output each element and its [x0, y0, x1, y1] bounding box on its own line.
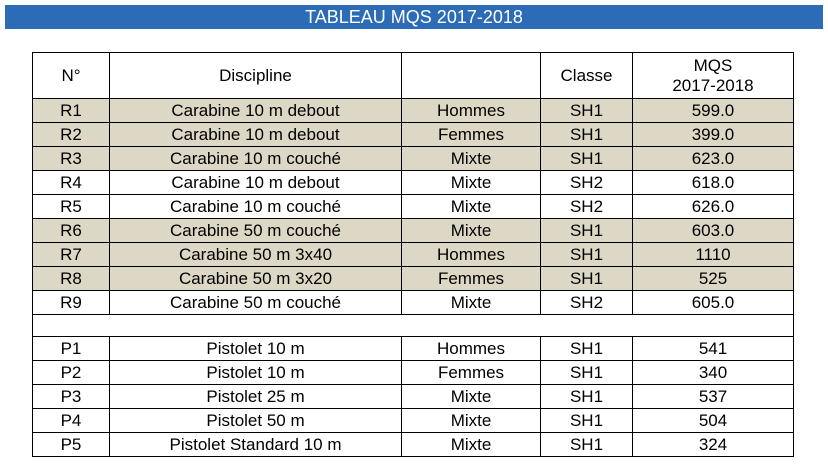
cell-discipline: Pistolet Standard 10 m: [110, 433, 402, 457]
header-gender: [402, 53, 541, 99]
cell-classe: SH1: [541, 99, 633, 123]
table-row: [33, 433, 794, 457]
page-title: TABLEAU MQS 2017-2018: [5, 5, 823, 29]
cell-discipline: Pistolet 10 m: [110, 337, 402, 361]
cell-discipline: Carabine 50 m 3x20: [110, 267, 402, 291]
cell-classe: SH1: [541, 123, 633, 147]
cell-gender: Femmes: [402, 267, 541, 291]
cell-gender: Mixte: [402, 433, 541, 457]
cell-gender: Mixte: [402, 409, 541, 433]
table-row: [33, 147, 794, 171]
header-mqs: [633, 53, 794, 99]
cell-classe: SH1: [541, 267, 633, 291]
cell-gender: Femmes: [402, 123, 541, 147]
table-row: [33, 171, 794, 195]
cell-discipline: Carabine 10 m debout: [110, 123, 402, 147]
cell-classe: SH1: [541, 409, 633, 433]
cell-gender: Mixte: [402, 195, 541, 219]
spacer-cell: [33, 315, 794, 337]
cell-gender: Mixte: [402, 291, 541, 315]
cell-number: R2: [33, 123, 110, 147]
cell-mqs: 525: [633, 267, 794, 291]
cell-classe: SH1: [541, 243, 633, 267]
header-row: [33, 53, 794, 99]
cell-number: P3: [33, 385, 110, 409]
section-spacer: [33, 315, 794, 337]
cell-classe: SH2: [541, 171, 633, 195]
cell-classe: SH1: [541, 433, 633, 457]
header-mqs-line1: MQS: [693, 55, 733, 75]
cell-mqs: 618.0: [633, 171, 794, 195]
cell-gender: Mixte: [402, 385, 541, 409]
cell-gender: Mixte: [402, 171, 541, 195]
table-row: [33, 291, 794, 315]
cell-mqs: 623.0: [633, 147, 794, 171]
rifle-section: [33, 99, 794, 315]
cell-discipline: Pistolet 25 m: [110, 385, 402, 409]
table-row: [33, 99, 794, 123]
cell-discipline: Carabine 50 m 3x40: [110, 243, 402, 267]
cell-number: R7: [33, 243, 110, 267]
cell-mqs: 599.0: [633, 99, 794, 123]
cell-mqs: 324: [633, 433, 794, 457]
table-row: [33, 243, 794, 267]
cell-number: R1: [33, 99, 110, 123]
cell-gender: Hommes: [402, 243, 541, 267]
cell-gender: Mixte: [402, 147, 541, 171]
table-row: [33, 361, 794, 385]
cell-number: R8: [33, 267, 110, 291]
table-row: [33, 385, 794, 409]
cell-mqs: 399.0: [633, 123, 794, 147]
cell-number: P1: [33, 337, 110, 361]
header-number: N°: [33, 53, 110, 99]
cell-number: R4: [33, 171, 110, 195]
cell-number: P4: [33, 409, 110, 433]
header-classe: Classe: [541, 53, 633, 99]
table-row: [33, 409, 794, 433]
cell-mqs: 537: [633, 385, 794, 409]
cell-mqs: 541: [633, 337, 794, 361]
cell-classe: SH1: [541, 385, 633, 409]
cell-discipline: Carabine 10 m debout: [110, 171, 402, 195]
cell-number: P2: [33, 361, 110, 385]
cell-mqs: 603.0: [633, 219, 794, 243]
cell-classe: SH1: [541, 219, 633, 243]
cell-discipline: Pistolet 50 m: [110, 409, 402, 433]
cell-classe: SH2: [541, 195, 633, 219]
table-row: [33, 337, 794, 361]
cell-discipline: Carabine 10 m debout: [110, 99, 402, 123]
cell-classe: SH1: [541, 361, 633, 385]
cell-discipline: Pistolet 10 m: [110, 361, 402, 385]
cell-number: R6: [33, 219, 110, 243]
cell-mqs: 605.0: [633, 291, 794, 315]
spacer-row: [33, 315, 794, 337]
cell-gender: Mixte: [402, 219, 541, 243]
cell-mqs: 626.0: [633, 195, 794, 219]
cell-gender: Hommes: [402, 99, 541, 123]
cell-classe: SH2: [541, 291, 633, 315]
cell-discipline: Carabine 10 m couché: [110, 147, 402, 171]
cell-discipline: Carabine 50 m couché: [110, 291, 402, 315]
cell-mqs: 504: [633, 409, 794, 433]
table-row: [33, 123, 794, 147]
cell-number: P5: [33, 433, 110, 457]
cell-classe: SH1: [541, 147, 633, 171]
cell-gender: Hommes: [402, 337, 541, 361]
table-row: [33, 219, 794, 243]
cell-number: R9: [33, 291, 110, 315]
header-discipline: Discipline: [110, 53, 402, 99]
cell-number: R5: [33, 195, 110, 219]
cell-mqs: 340: [633, 361, 794, 385]
mqs-table: [32, 52, 794, 457]
pistol-section: [33, 337, 794, 457]
header-mqs-line2: 2017-2018: [672, 75, 754, 95]
table-row: [33, 195, 794, 219]
cell-number: R3: [33, 147, 110, 171]
cell-classe: SH1: [541, 337, 633, 361]
cell-discipline: Carabine 10 m couché: [110, 195, 402, 219]
cell-mqs: 1110: [633, 243, 794, 267]
cell-discipline: Carabine 50 m couché: [110, 219, 402, 243]
cell-gender: Femmes: [402, 361, 541, 385]
table-row: [33, 267, 794, 291]
